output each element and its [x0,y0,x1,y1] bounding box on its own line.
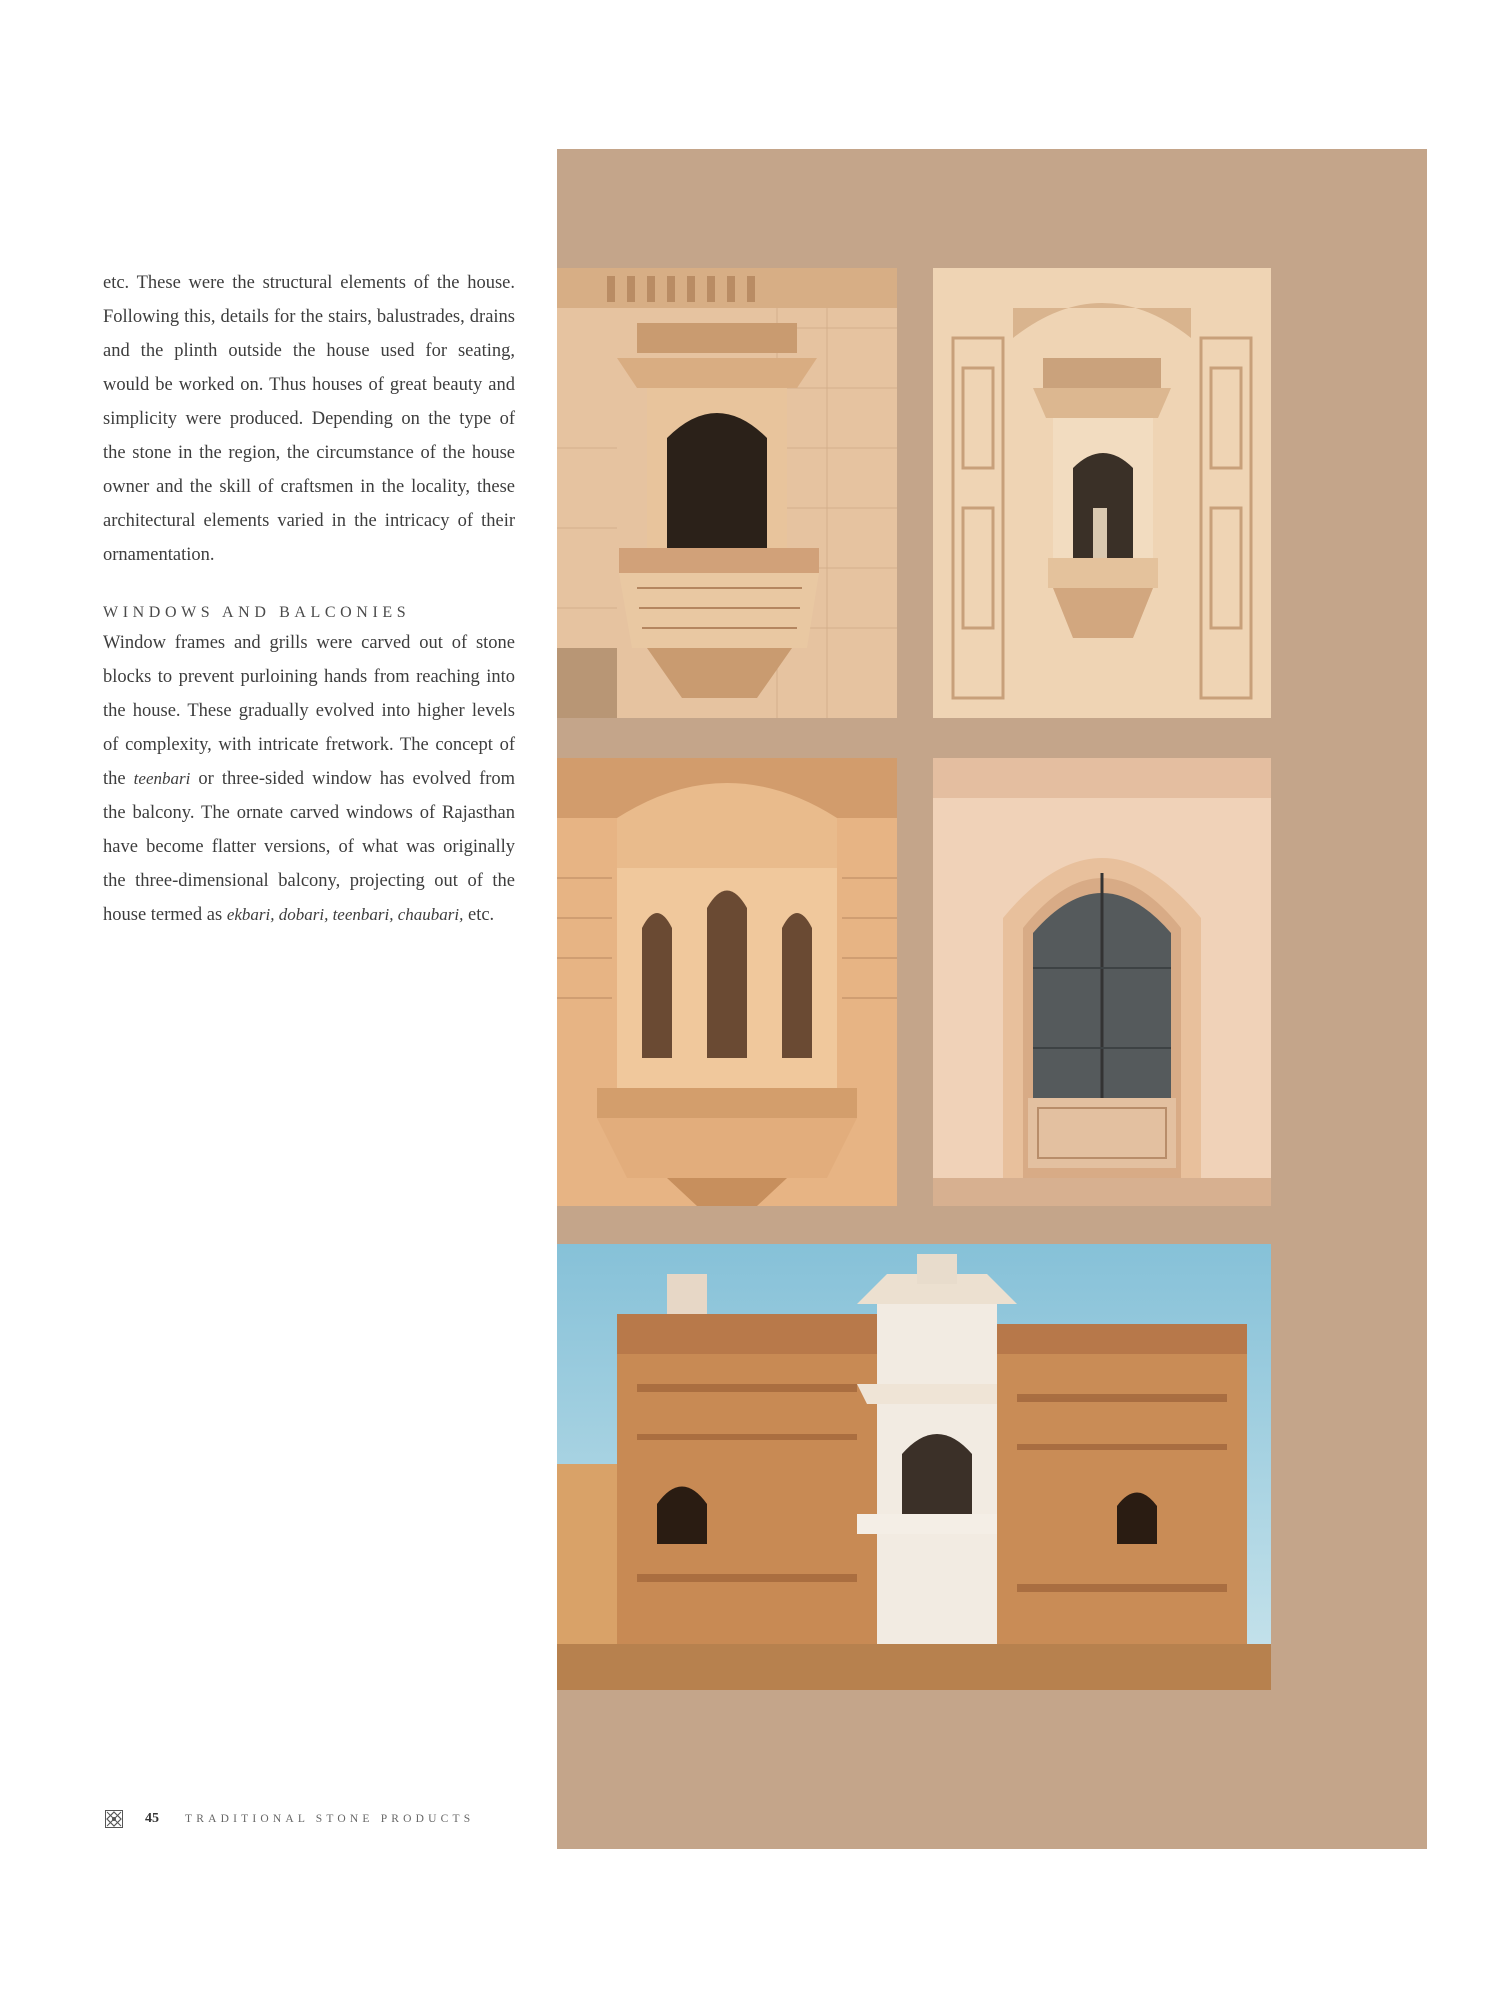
paragraph-structural-elements: etc. These were the structural elements of the house. Following this, details for the stairs, balustrades, drains and the plinth outside the house used for seating, would be worked on. Thus houses of great beauty and simplicity were produced. Depending on the type of the stone in the region, the circumstance of the house owner and the skill of craftsmen in the locality, these architectural elements varied in the intricacy of their ornamentation. [103,273,515,565]
photo-teenbari-window [557,758,897,1206]
page-footer [105,1809,474,1829]
page-number: 45 [145,1811,159,1826]
paragraph-2-part-b: or three-sided window has evolved from the balcony. The ornate carved windows of Rajasthan have become flatter versions, of what was originally the three-dimensional balcony, projecting out of the house termed as [103,769,516,925]
photo-niche-window [933,268,1271,718]
body-text-column [103,266,515,932]
paragraph-2-part-c: etc. [468,905,495,925]
term-teenbari: teenbari [133,769,191,788]
book-title: TRADITIONAL STONE PRODUCTS [185,1813,475,1825]
photo-haveli-exterior [557,1244,1271,1690]
paragraph-2-part-a: Window frames and grills were carved out of stone blocks to prevent purloining hands from reaching into the house. These gradually evolved into higher levels of complexity, with intricate fretwork. The concept of the [103,633,515,789]
terms-window-types: ekbari, dobari, teenbari, chaubari, [226,905,464,924]
photo-arched-door [933,758,1271,1206]
ornament-icon [105,1810,123,1828]
photo-carved-balcony [557,268,897,718]
section-heading: WINDOWS AND BALCONIES [103,604,411,621]
paragraph-windows-balconies [103,626,515,932]
